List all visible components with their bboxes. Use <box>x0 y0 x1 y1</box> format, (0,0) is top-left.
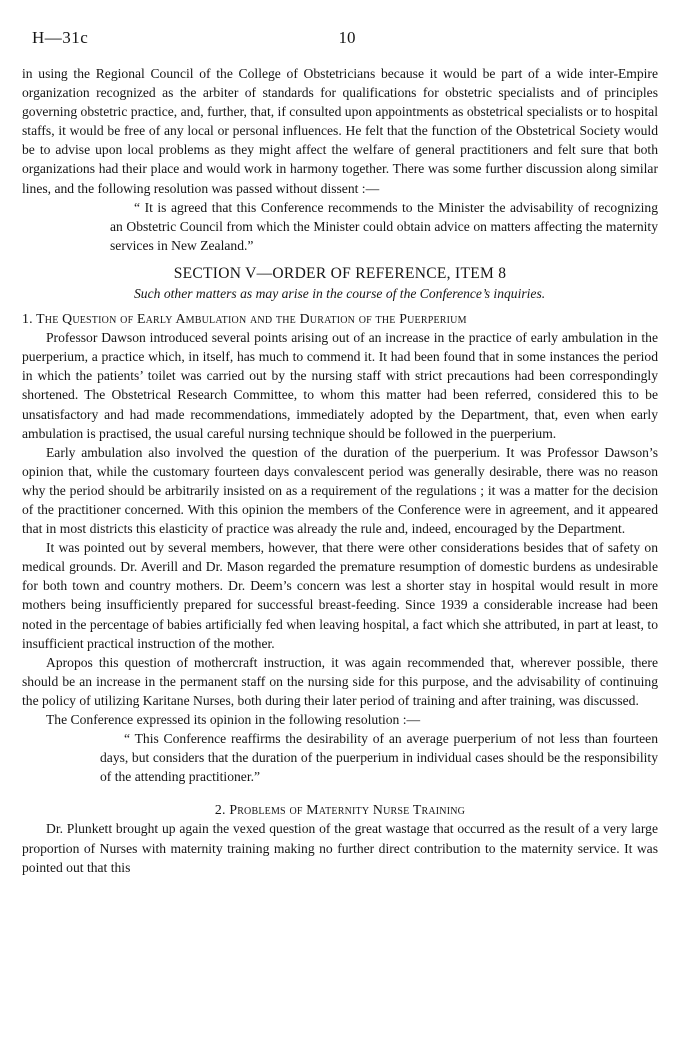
paragraph: The Conference expressed its opinion in the following resolution :— <box>46 712 421 727</box>
page-number: 10 <box>338 28 356 47</box>
subheading-early-ambulation: 1. The Question of Early Ambulation and the Duration of the Puerperium <box>22 311 467 327</box>
paragraph: Apropos this question of mothercraft instruction, it was again recommended that, wherever possible, there should be an increase in the permanent staff on the nursing side for this purpose, and the advisability of continuing the policy of utilizing Karitane Nurses, both during their later period of training and after training, was discussed. <box>22 654 658 708</box>
resolution-puerperium: “ This Conference reaffirms the desirability of an average puerperium of not less than fourteen days, but considers that the duration of the puerperium in individual cases should be the responsibility of the attending practitioner.” <box>100 731 658 785</box>
page-header <box>32 28 662 52</box>
document-reference: H—31c <box>32 28 89 47</box>
paragraph: Dr. Plunkett brought up again the vexed question of the great wastage that occurred as the result of a very large proportion of Nurses with maternity training making no further direct contribution to the maternity service. It was pointed out that this <box>22 821 658 875</box>
body-text <box>22 64 658 877</box>
paragraph: Professor Dawson introduced several points arising out of an increase in the practice of early ambulation in the puerperium, a practice which, in itself, has much to commend it. It had been found that in some instances the period in which the patients’ toilet was carried out by the nursing staff with strict precautions had been correspondingly shortened. The Obstetrical Research Committee, to whom this matter had been referred, considered this to be unsatisfactory and had made recommendations, immediately adopted by the Department, that, even when early ambulation is practised, the usual careful nursing technique should be followed in the puerperium. <box>22 330 658 441</box>
section-title: SECTION V—ORDER OF REFERENCE, ITEM 8 <box>173 264 507 282</box>
subheading-nurse-training: 2. Problems of Maternity Nurse Training <box>214 802 466 818</box>
paragraph: Early ambulation also involved the question of the duration of the puerperium. It was Professor Dawson’s opinion that, while the customary fourteen days convalescent period was generally desirable, there was no reason why the period should be arbitrarily insisted on as a requirement of the regulations ; it was a matter for the decision of the practitioner concerned. With this opinion the members of the Conference were in agreement, and it appeared that in most districts this elasticity of practice was already the rule and, indeed, encouraged by the Department. <box>22 444 658 537</box>
paragraph-continued: in using the Regional Council of the College of Obstetricians because it would be part of a wide inter-Empire organization recognized as the arbiter of standards for qualifications for obstetric specialists and of principles governing obstetric practice, and, further, that, if consulted upon appointments as obstetrical specialists or to hospital staffs, it would be free of any local or personal influences. He felt that the function of the Obstetrical Society would be to advise upon local problems as they might affect the welfare of general practitioners and felt sure that both organizations had their place and would work in harmony together. There was some further discussion along similar lines, and the following resolution was passed without dissent :— <box>22 66 658 196</box>
section-note: Such other matters as may arise in the course of the Conference’s inquiries. <box>134 285 546 301</box>
resolution-obstetric-council: “ It is agreed that this Conference recommends to the Minister the advisability of recognizing an Obstetric Council from which the Minister could obtain advice on matters affecting the maternity services in New Zealand.” <box>110 199 658 253</box>
paragraph: It was pointed out by several members, however, that there were other considerations besides that of safety on medical grounds. Dr. Averill and Dr. Mason regarded the premature resumption of domestic burdens as undesirable for both town and country mothers. Dr. Deem’s concern was lest a shorter stay in hospital would result in more mothers being insufficiently prepared for successful breast-feeding. Since 1939 a considerable increase had been noted in the percentage of babies artificially fed when leaving hospital, a fact which she attributed, in part at least, to insufficient practical instruction of the mother. <box>22 540 658 651</box>
